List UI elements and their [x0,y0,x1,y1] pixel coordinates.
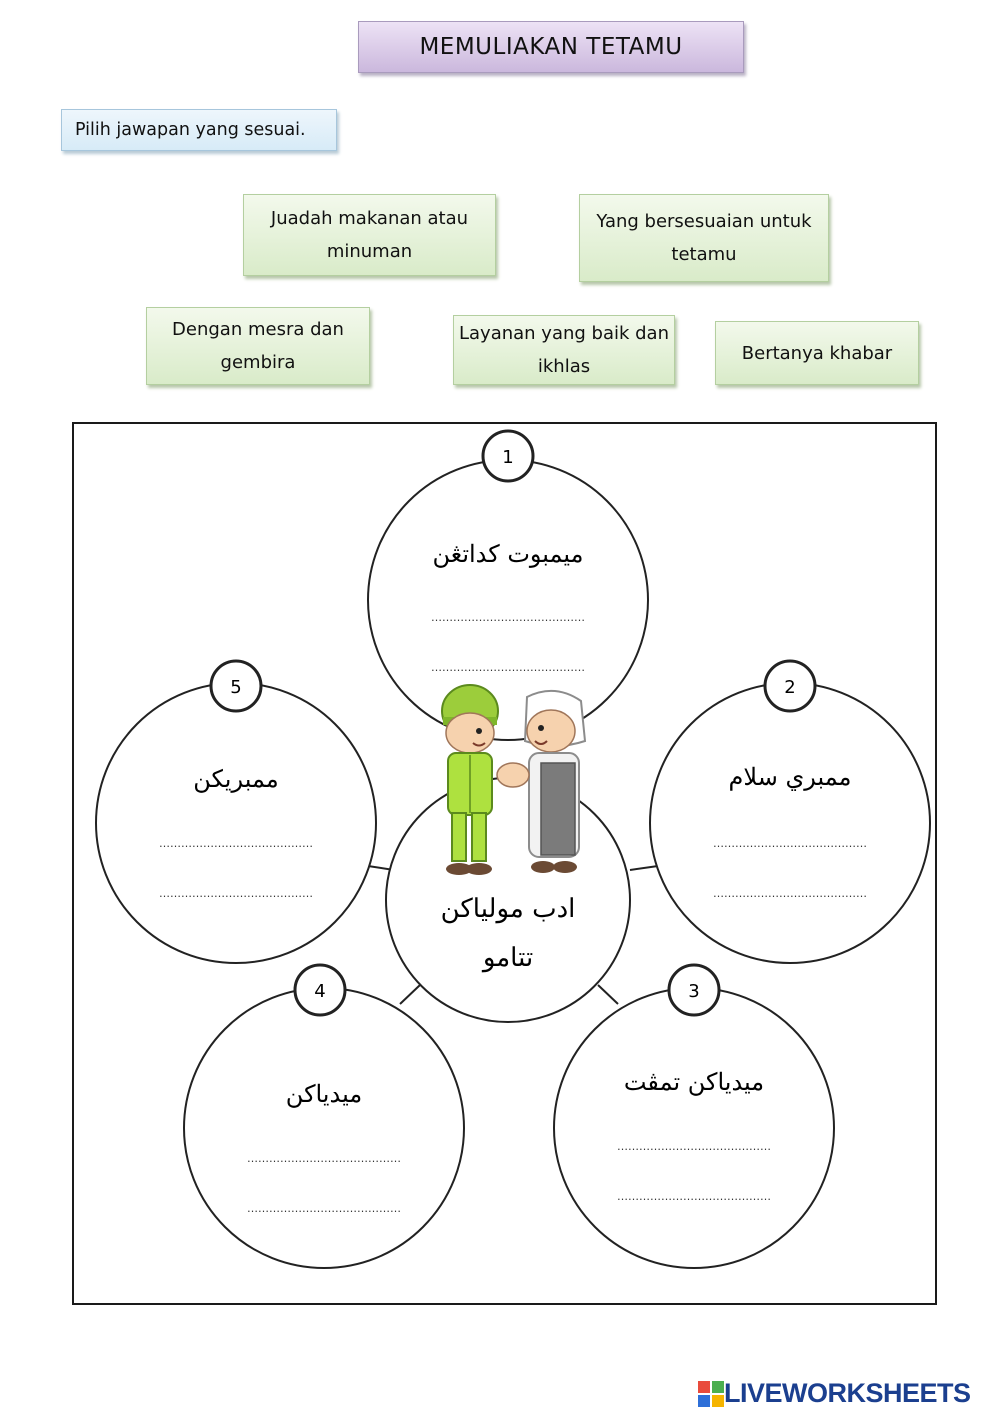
node-circle-4 [184,988,464,1268]
answer-option-2[interactable]: Yang bersesuaian untuk tetamu [579,194,829,282]
answer-line-5a[interactable]: …………………………………… [159,837,313,850]
page-title: MEMULIAKAN TETAMU [358,21,744,73]
node-circle-5 [96,683,376,963]
center-label-line2: تتامو [482,943,534,973]
answer-line-1a[interactable]: …………………………………… [431,611,585,624]
answer-line-4b[interactable]: …………………………………… [247,1202,401,1215]
answer-line-1b[interactable]: …………………………………… [431,661,585,674]
node-label-5: ممبريكن [193,765,279,793]
answer-line-3a[interactable]: …………………………………… [617,1140,771,1153]
answer-line-2a[interactable]: …………………………………… [713,837,867,850]
answer-option-5[interactable]: Bertanya khabar [715,321,919,385]
liveworksheets-logo-icon [698,1381,724,1407]
node-label-3: ميدياكن تمڤت [623,1068,765,1096]
liveworksheets-logo [698,1378,971,1409]
brand-name: LIVEWORKSHEETS [724,1378,971,1408]
answer-line-3b[interactable]: …………………………………… [617,1190,771,1203]
answer-option-4[interactable]: Layanan yang baik dan ikhlas [453,315,675,385]
node-number-1: 1 [502,447,514,468]
node-circle-3 [554,988,834,1268]
node-number-3: 3 [688,981,700,1002]
answer-line-4a[interactable]: …………………………………… [247,1152,401,1165]
answer-line-2b[interactable]: …………………………………… [713,887,867,900]
node-label-1: ميمبوت كداتڠن [432,540,584,568]
handshake-boys-illustration [415,683,615,883]
node-label-2: ممبري سلام [728,763,852,791]
node-label-4: ميدياكن [285,1080,363,1108]
node-number-4: 4 [314,981,326,1002]
node-number-5: 5 [230,677,242,698]
answer-option-3[interactable]: Dengan mesra dan gembira [146,307,370,385]
center-label-line1: ادب مولياكن [440,894,576,924]
answer-line-5b[interactable]: …………………………………… [159,887,313,900]
node-circle-2 [650,683,930,963]
instruction-box: Pilih jawapan yang sesuai. [61,109,337,151]
answer-option-1[interactable]: Juadah makanan atau minuman [243,194,496,276]
node-number-2: 2 [784,677,796,698]
